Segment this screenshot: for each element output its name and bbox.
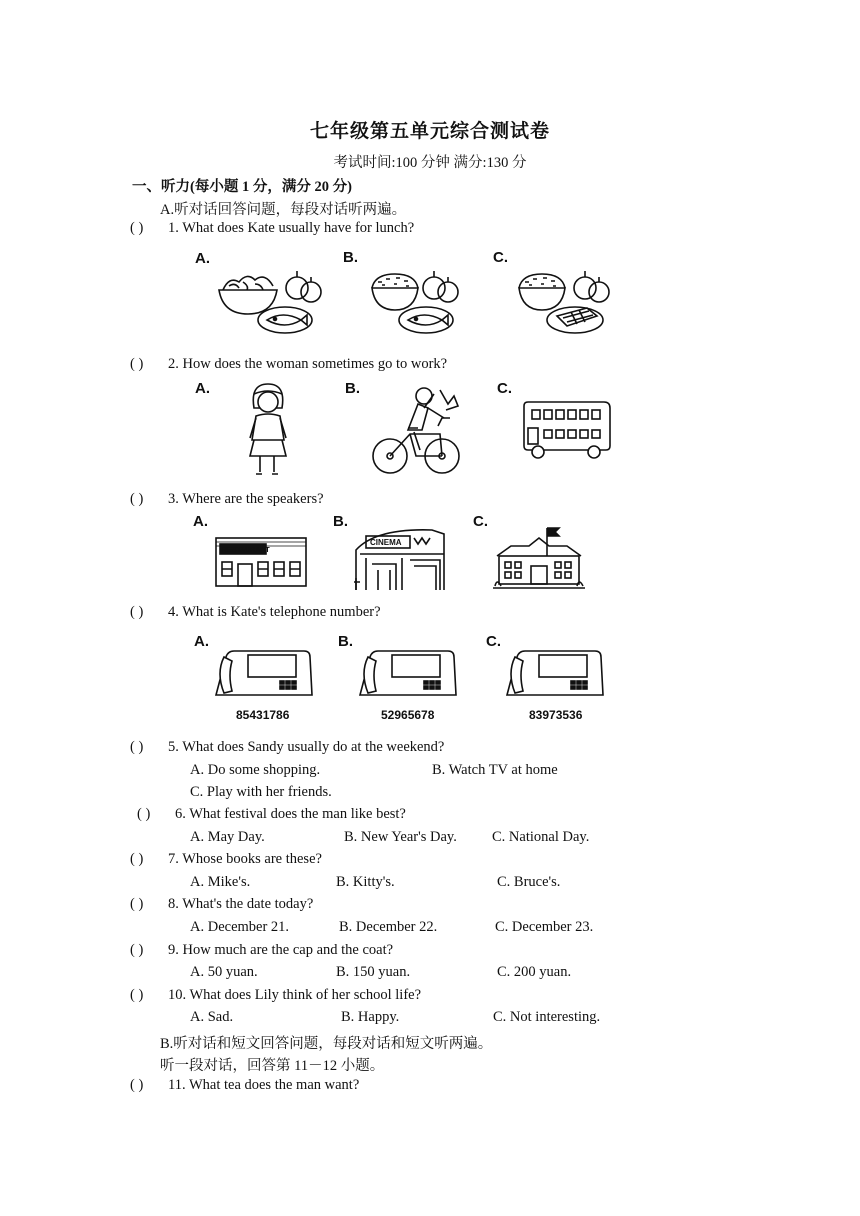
answer-blank[interactable]: ( ) xyxy=(130,220,144,236)
walking-woman-image xyxy=(240,382,296,480)
question-4: 4. What is Kate's telephone number? xyxy=(168,604,381,620)
option-b: B. Kitty's. xyxy=(336,874,395,890)
phone-number-c: 83973536 xyxy=(529,708,583,722)
option-label-c: C. xyxy=(486,633,501,650)
option-label-a: A. xyxy=(195,250,210,267)
option-a: A. 50 yuan. xyxy=(190,964,258,980)
option-label-b: B. xyxy=(333,513,348,530)
option-c: C. National Day. xyxy=(492,829,590,845)
cinema-sign: CINEMA xyxy=(370,538,402,547)
answer-blank[interactable]: ( ) xyxy=(130,739,144,755)
option-b: B. December 22. xyxy=(339,919,438,935)
option-b: B. New Year's Day. xyxy=(344,829,457,845)
answer-blank[interactable]: ( ) xyxy=(130,896,144,912)
option-a: A. May Day. xyxy=(190,829,265,845)
option-label-b: B. xyxy=(345,380,360,397)
question-8: 8. What's the date today? xyxy=(168,896,314,912)
question-5: 5. What does Sandy usually do at the weekend? xyxy=(168,739,445,755)
question-7: 7. Whose books are these? xyxy=(168,851,322,867)
option-a: A. Sad. xyxy=(190,1009,234,1025)
part-a-instruction: A.听对话回答问题，每段对话听两遍。 xyxy=(160,202,407,218)
restaurant-sign: RESTAURANT xyxy=(222,547,270,554)
restaurant-image xyxy=(214,534,308,588)
option-c: C. Bruce's. xyxy=(497,874,561,890)
answer-blank[interactable]: ( ) xyxy=(130,1077,144,1093)
question-2: 2. How does the woman sometimes go to work? xyxy=(168,356,448,372)
option-label-b: B. xyxy=(343,249,358,266)
cycling-woman-image xyxy=(368,382,464,478)
option-a: A. December 21. xyxy=(190,919,290,935)
option-c: C. December 23. xyxy=(495,919,594,935)
rice-fish-apples-image xyxy=(368,268,473,338)
section-heading: 一、听力(每小题 1 分，满分 20 分) xyxy=(132,179,352,195)
option-c: C. Play with her friends. xyxy=(190,784,332,800)
option-label-c: C. xyxy=(473,513,488,530)
option-label-a: A. xyxy=(194,633,209,650)
question-6: 6. What festival does the man like best? xyxy=(175,806,406,822)
question-10: 10. What does Lily think of her school life? xyxy=(168,987,422,1003)
part-b-instruction: B.听对话和短文回答问题，每段对话和短文听两遍。 xyxy=(160,1036,493,1052)
phone-number-a: 85431786 xyxy=(236,708,290,722)
option-label-b: B. xyxy=(338,633,353,650)
option-a: A. Do some shopping. xyxy=(190,762,321,778)
exam-info: 考试时间:100 分钟 满分:130 分 xyxy=(333,155,527,171)
rice-meat-apples-image xyxy=(515,268,620,338)
option-label-c: C. xyxy=(497,380,512,397)
page-title: 七年级第五单元综合测试卷 xyxy=(309,121,550,142)
noodles-fish-apples-image xyxy=(215,268,320,338)
answer-blank[interactable]: ( ) xyxy=(130,851,144,867)
option-b: B. Watch TV at home xyxy=(432,762,558,778)
telephone-image-c xyxy=(505,645,603,701)
option-label-a: A. xyxy=(195,380,210,397)
question-1: 1. What does Kate usually have for lunch? xyxy=(168,220,415,236)
bus-image xyxy=(520,400,614,462)
answer-blank[interactable]: ( ) xyxy=(130,356,144,372)
telephone-image-a xyxy=(214,645,312,701)
option-label-c: C. xyxy=(493,249,508,266)
option-c: C. Not interesting. xyxy=(493,1009,601,1025)
answer-blank[interactable]: ( ) xyxy=(130,491,144,507)
option-label-a: A. xyxy=(193,513,208,530)
cinema-image xyxy=(352,526,448,592)
option-c: C. 200 yuan. xyxy=(497,964,572,980)
question-11: 11. What tea does the man want? xyxy=(168,1077,360,1093)
option-a: A. Mike's. xyxy=(190,874,251,890)
phone-number-b: 52965678 xyxy=(381,708,435,722)
answer-blank[interactable]: ( ) xyxy=(130,987,144,1003)
answer-blank[interactable]: ( ) xyxy=(130,942,144,958)
answer-blank[interactable]: ( ) xyxy=(137,806,151,822)
answer-blank[interactable]: ( ) xyxy=(130,604,144,620)
telephone-image-b xyxy=(358,645,456,701)
school-image xyxy=(493,526,585,592)
part-b-intro: 听一段对话，回答第 11－12 小题。 xyxy=(160,1058,385,1074)
question-9: 9. How much are the cap and the coat? xyxy=(168,942,394,958)
question-3: 3. Where are the speakers? xyxy=(168,491,324,507)
option-b: B. 150 yuan. xyxy=(336,964,411,980)
option-b: B. Happy. xyxy=(341,1009,400,1025)
